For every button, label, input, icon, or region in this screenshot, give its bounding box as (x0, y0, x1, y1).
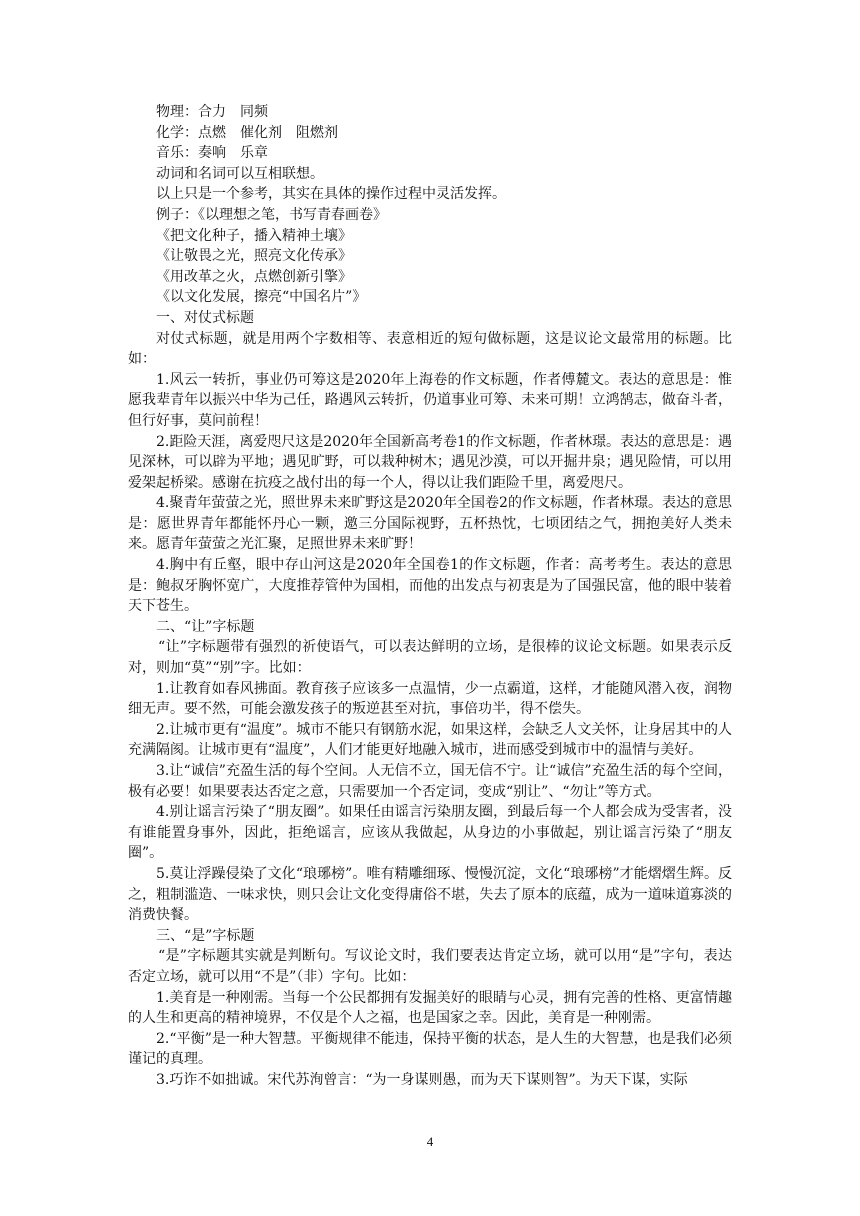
paragraph: 1.美育是一种刚需。当每一个公民都拥有发掘美好的眼睛与心灵，拥有完善的性格、更富情趣的人生和更高的精神境界，不仅是个人之福，也是国家之幸。因此，美育是一种刚需。 (128, 989, 732, 1027)
paragraph: 2.“平衡”是一种大智慧。平衡规律不能违，保持平衡的状态，是人生的大智慧，也是我们必须谨记的真理。 (128, 1030, 732, 1068)
paragraph: 对仗式标题，就是用两个字数相等、表意相近的短句做标题，这是议论文最常用的标题。比如： (128, 330, 732, 368)
paragraph: 5.莫让浮躁侵染了文化“琅琊榜”。唯有精雕细琢、慢慢沉淀，文化“琅琊榜”才能熠熠生辉。反之，粗制滥造、一味求快，则只会让文化变得庸俗不堪，失去了原本的底蕴，成为一道味道寡淡的消费快餐。 (128, 865, 732, 924)
paragraph: 2.让城市更有“温度”。城市不能只有钢筋水泥，如果这样，会缺乏人文关怀，让身居其中的人充满隔阂。让城市更有“温度”，人们才能更好地融入城市，进而感受到城市中的温情与美好。 (128, 721, 732, 759)
paragraph: 一、对仗式标题 (156, 309, 254, 326)
paragraph: 《以文化发展，擦亮“中国名片”》 (156, 289, 367, 306)
paragraph: 二、“让”字标题 (156, 618, 255, 635)
paragraph: 音乐：奏响 乐章 (156, 145, 268, 162)
paragraph: 化学：点燃 催化剂 阻燃剂 (156, 124, 338, 141)
paragraph: “是”字标题其实就是判断句。写议论文时，我们要表达肯定立场，就可以用“是”字句，表达否定立场，就可以用“不是”（非）字句。比如： (128, 948, 732, 985)
paragraph: 例子：《以理想之笔，书写青春画卷》 (156, 206, 387, 223)
paragraph: 以上只是一个参考，其实在具体的操作过程中灵活发挥。 (156, 186, 506, 203)
paragraph: 4.别让谣言污染了“朋友圈”。如果任由谣言污染朋友圈，到最后每一个人都会成为受害者，没有谁能置身事外，因此，拒绝谣言，应该从我做起，从身边的小事做起，别让谣言污染了“朋友圈”。 (128, 804, 732, 862)
paragraph: 3.巧诈不如拙诚。宋代苏洵曾言：“为一身谋则愚，而为天下谋则智”。为天下谋，实际 (156, 1071, 688, 1088)
paragraph: 《让敬畏之光，照亮文化传承》 (156, 248, 352, 265)
paragraph: 4.胸中有丘壑，眼中存山河这是2020年全国卷1的作文标题，作者：高考考生。表达的意思是：鲍叔牙胸怀宽广，大度推荐管仲为国相，而他的出发点与初衷是为了国强民富，他的眼中装着天下苍生。 (128, 557, 732, 615)
page-number: 4 (426, 1134, 434, 1149)
paragraph: 3.让“诚信”充盈生活的每个空间。人无信不立，国无信不宁。让“诚信”充盈生活的每个空间，极有必要！如果要表达否定之意，只需要加一个否定词，变成“别让”、“勿让”等方式。 (128, 763, 732, 800)
paragraph: 1.让教育如春风拂面。教育孩子应该多一点温情，少一点霸道，这样，才能随风潜入夜，润物细无声。要不然，可能会激发孩子的叛逆甚至对抗，事倍功半，得不偿失。 (128, 680, 732, 718)
paragraph: 三、“是”字标题 (156, 927, 255, 944)
paragraph: 物理：合力 同频 (156, 104, 268, 120)
document-body (128, 102, 732, 1091)
paragraph: “让”字标题带有强烈的祈使语气，可以表达鲜明的立场，是很棒的议论文标题。如果表示反对，则加“莫”“别”字。比如： (128, 639, 732, 677)
paragraph: 2.距险天涯，离爱咫尺这是2020年全国新高考卷1的作文标题，作者林璟。表达的意思是：遇见深林，可以辟为平地；遇见旷野，可以栽种树木；遇见沙漠，可以开掘井泉；遇见险情，可以用爱架起桥梁。感谢在抗疫之战付出的每一个人，得以让我们距险千里，离爱咫尺。 (128, 433, 732, 491)
paragraph: 4.聚青年萤萤之光，照世界未来旷野这是2020年全国卷2的作文标题，作者林璟。表达的意思是：愿世界青年都能怀丹心一颗，邀三分国际视野，五杯热忱，七顷团结之气，拥抱美好人类未来。愿青年萤萤之光汇聚，足照世界未来旷野！ (128, 495, 732, 553)
paragraph: 动词和名词可以互相联想。 (156, 165, 324, 182)
paragraph: 《把文化种子，播入精神土壤》 (156, 227, 352, 244)
paragraph: 1.风云一转折，事业仍可筹这是2020年上海卷的作文标题，作者傅麓文。表达的意思是：惟愿我辈青年以振兴中华为己任，路遇风云转折，仍道事业可筹、未来可期！立鸿鹄志，做奋斗者，但行好事，莫问前程！ (128, 371, 732, 429)
paragraph: 《用改革之火，点燃创新引擎》 (156, 268, 352, 285)
